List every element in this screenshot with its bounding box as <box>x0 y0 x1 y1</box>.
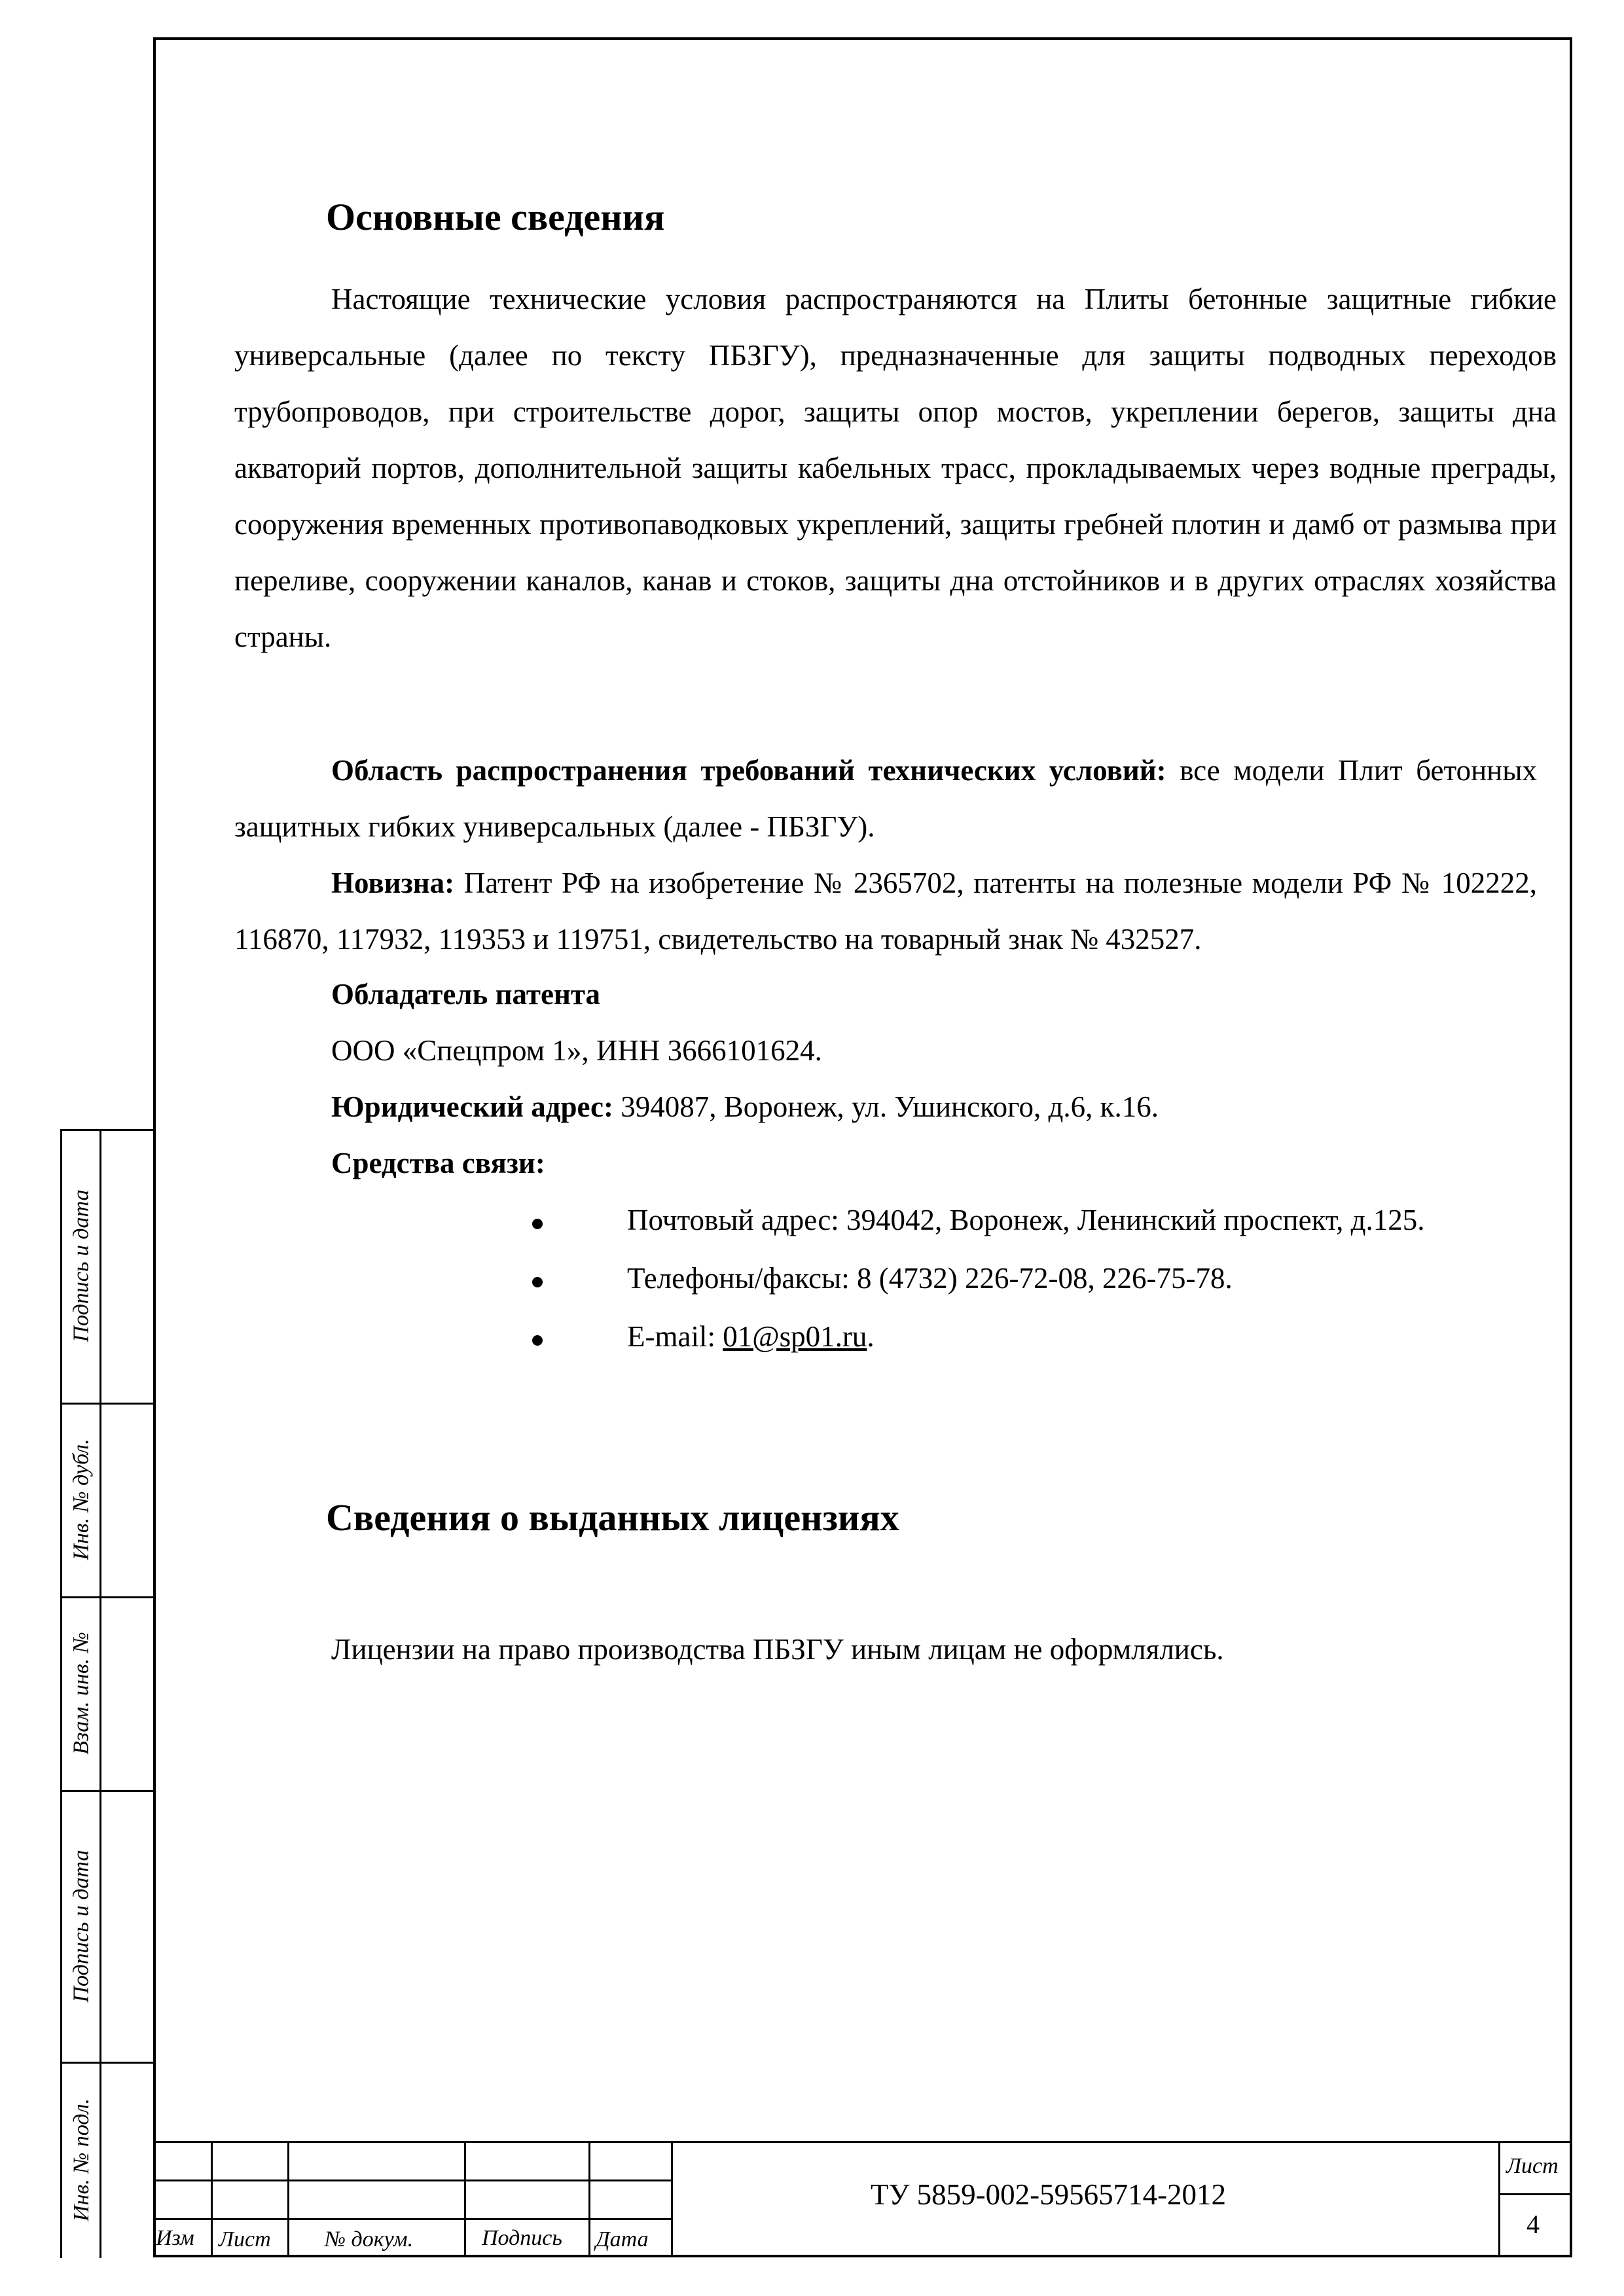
section-title-licenses: Сведения о выданных лицензиях <box>326 1496 899 1539</box>
tb-line <box>1498 2141 1500 2257</box>
col-list-label: Лист <box>219 2227 271 2251</box>
email-link[interactable]: 01@sp01.ru <box>723 1320 867 1353</box>
bullet-icon <box>532 1219 543 1229</box>
tb-line <box>287 2141 289 2257</box>
legal-address <box>331 1090 1159 1124</box>
side-label: Подпись и дата <box>69 1189 94 1342</box>
sheet-number: 4 <box>1526 2210 1540 2239</box>
scope-label: Область распространения требований технических условий: <box>331 754 1166 787</box>
novelty-label: Новизна: <box>331 867 455 899</box>
sheet-label: Лист <box>1506 2154 1559 2178</box>
phones: Телефоны/факсы: 8 (4732) 226-72-08, 226-75-78. <box>627 1262 1233 1295</box>
tb-line <box>1498 2193 1572 2195</box>
tb-line <box>153 2141 1572 2143</box>
email-label: E-mail: <box>627 1320 723 1353</box>
postal-address: Почтовый адрес: 394042, Воронеж, Ленинский проспект, д.125. <box>627 1204 1425 1236</box>
email-line <box>627 1319 875 1354</box>
side-label: Взам. инв. № <box>69 1632 94 1755</box>
col-sign-label: Подпись <box>482 2226 562 2250</box>
side-label: Инв. № дубл. <box>69 1439 94 1560</box>
contacts-label: Средства связи: <box>331 1147 545 1179</box>
tb-line <box>464 2141 466 2257</box>
title-block <box>153 2141 1572 2257</box>
col-izm-label: Изм <box>156 2226 194 2250</box>
side-label: Подпись и дата <box>69 1849 94 2003</box>
col-date-label: Дата <box>596 2227 649 2251</box>
holder-value: ООО «Спецпром 1», ИНН 3666101624. <box>331 1034 822 1067</box>
tb-line <box>153 2218 671 2220</box>
tb-line <box>153 2179 671 2181</box>
side-stamp <box>60 1129 156 2258</box>
licenses-text: Лицензии на право производства ПБЗГУ иным лицам не оформлялись. <box>331 1633 1224 1666</box>
side-label: Инв. № подл. <box>69 2098 94 2221</box>
tb-line <box>671 2141 673 2257</box>
tb-line <box>588 2141 590 2257</box>
holder-label: Обладатель патента <box>331 978 601 1011</box>
bullet-icon <box>532 1277 543 1287</box>
legal-address-label: Юридический адрес: <box>331 1090 613 1123</box>
section-title-main-info: Основные сведения <box>326 196 665 238</box>
legal-address-value: 394087, Воронеж, ул. Ушинского, д.6, к.16. <box>613 1090 1159 1123</box>
scope-text: все модели Плит бетонных защитных гибких универсальных (далее - ПБЗГУ). <box>234 754 1537 843</box>
novelty-text: Патент РФ на изобретение № 2365702, патенты на полезные модели РФ № 102222, 116870, 117932, 119353 и 119751, свидетельство на товарный знак № 432527. <box>234 867 1537 956</box>
col-doc-label: № докум. <box>325 2227 414 2251</box>
intro-paragraph: Настоящие технические условия распространяются на Плиты бетонные защитные гибкие универсальные (далее по тексту ПБЗГУ), предназначенные для защиты подводных переходов трубопроводов, при строительстве дорог, защиты опор мостов, укреплении берегов, защиты дна акваторий портов, дополнительной защиты кабельных трасс, прокладываемых через водные преграды, сооружения временных противопаводковых укреплений, защиты гребней плотин и дамб от размыва при переливе, сооружении каналов, канав и стоков, защиты дна отстойников и в других отраслях хозяйства страны. <box>234 283 1557 653</box>
email-tail: . <box>867 1320 875 1353</box>
document-code: ТУ 5859-002-59565714-2012 <box>871 2178 1227 2211</box>
novelty-paragraph <box>234 855 1537 967</box>
bullet-icon <box>532 1335 543 1346</box>
scope-paragraph <box>234 742 1537 855</box>
tb-line <box>211 2141 213 2257</box>
